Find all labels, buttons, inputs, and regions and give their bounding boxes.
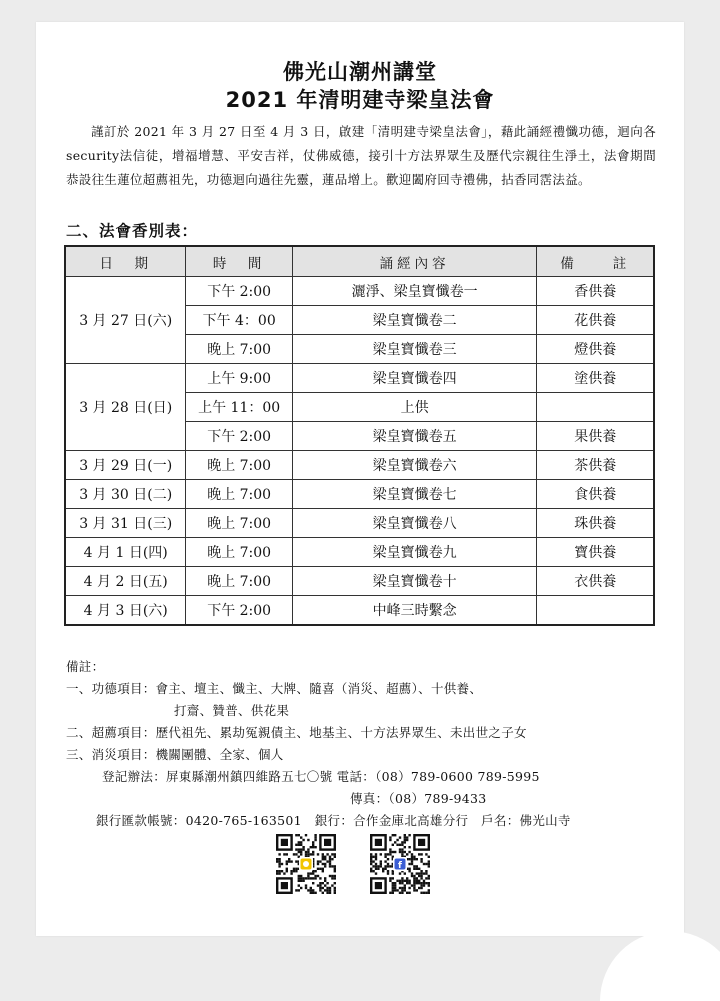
content-cell: 梁皇寶懺卷七 [292,480,537,509]
floating-action-shape [600,931,720,1001]
date-cell: 3 月 30 日(二) [65,480,186,509]
date-cell: 4 月 3 日(六) [65,596,186,626]
date-cell: 3 月 31 日(三) [65,509,186,538]
time-cell: 下午 4：00 [186,306,293,335]
time-cell: 晚上 7:00 [186,509,293,538]
note-cell: 茶供養 [537,451,654,480]
time-cell: 下午 2:00 [186,277,293,306]
content-cell: 梁皇寶懺卷四 [292,364,537,393]
content-cell: 梁皇寶懺卷五 [292,422,537,451]
header-date: 日 期 [65,246,186,277]
time-cell: 下午 2:00 [186,596,293,626]
note-cell [537,596,654,626]
time-cell: 晚上 7:00 [186,567,293,596]
table-row [65,567,654,596]
notes-line-2: 二、超薦項目：歷代祖先、累劫冤親債主、地基主、十方法界眾生、未出世之子女 [66,725,527,740]
date-cell: 4 月 2 日(五) [65,567,186,596]
note-cell: 珠供養 [537,509,654,538]
table-row [65,538,654,567]
table-row [65,364,654,393]
intro-paragraph: 謹訂於 2021 年 3 月 27 日至 4 月 3 日，啟建「清明建寺梁皇法會」，藉此誦經禮懺功德，迴向各security法信徒，增福增慧、平安吉祥，仗佛威德，接引十方法界眾生及歷代宗親往生淨土，法會期間恭設往生蓮位超薦祖先，功德迴向過往先靈，蓮品增上。歡迎闔府回寺禮佛，拈香同霑法益。 [66,124,656,187]
svg-text:f: f [398,861,402,871]
table-header-row [65,246,654,277]
notes-section [66,656,666,832]
time-cell: 晚上 7:00 [186,480,293,509]
content-cell: 上供 [292,393,537,422]
time-cell: 晚上 7:00 [186,335,293,364]
notes-heading: 備註： [66,659,105,674]
time-cell: 晚上 7:00 [186,538,293,567]
note-cell: 香供養 [537,277,654,306]
date-cell: 3 月 28 日(日) [65,364,186,451]
content-cell: 灑淨、梁皇寶懺卷一 [292,277,537,306]
content-cell: 梁皇寶懺卷十 [292,567,537,596]
content-cell: 梁皇寶懺卷九 [292,538,537,567]
note-cell: 燈供養 [537,335,654,364]
note-cell: 塗供養 [537,364,654,393]
schedule-table [64,245,655,626]
section-heading: 二、法會香別表： [66,222,199,240]
schedule-body [65,277,654,626]
notes-line-3: 三、消災項目：機關團體、全家、個人 [66,747,284,762]
header-note: 備 註 [537,246,654,277]
qr-code-icon[interactable] [370,834,430,894]
notes-line-1: 一、功德項目：會主、壇主、懺主、大牌、隨喜（消災、超薦）、十供養、 [66,681,483,696]
content-cell: 中峰三時繫念 [292,596,537,626]
date-cell: 3 月 27 日(六) [65,277,186,364]
date-cell: 3 月 29 日(一) [65,451,186,480]
content-cell: 梁皇寶懺卷八 [292,509,537,538]
content-cell: 梁皇寶懺卷三 [292,335,537,364]
qr-code-icon[interactable] [276,834,336,894]
table-row [65,509,654,538]
note-cell: 衣供養 [537,567,654,596]
notes-line-1b: 打齋、贊普、供花果 [174,703,290,718]
note-cell: 食供養 [537,480,654,509]
table-row [65,451,654,480]
note-cell [537,393,654,422]
header-content: 誦經內容 [292,246,537,277]
time-cell: 上午 11：00 [186,393,293,422]
note-cell: 寶供養 [537,538,654,567]
table-row [65,480,654,509]
date-cell: 4 月 1 日(四) [65,538,186,567]
time-cell: 上午 9:00 [186,364,293,393]
document-page [36,22,684,936]
time-cell: 下午 2:00 [186,422,293,451]
document-subtitle: 2021 年清明建寺梁皇法會 [225,88,495,112]
time-cell: 晚上 7:00 [186,451,293,480]
document-title: 佛光山潮州講堂 [283,60,437,84]
table-row [65,277,654,306]
bank-info: 銀行匯款帳號：0420-765-163501 銀行：合作金庫北高雄分行 戶名：佛光山寺 [96,813,571,828]
note-cell: 果供養 [537,422,654,451]
header-time: 時 間 [186,246,293,277]
content-cell: 梁皇寶懺卷二 [292,306,537,335]
content-cell: 梁皇寶懺卷六 [292,451,537,480]
table-row [65,596,654,626]
note-cell: 花供養 [537,306,654,335]
registration-info: 登記辦法：屏東縣潮州鎮四維路五七〇號 電話：（08）789-0600 789-5995 [102,769,540,784]
fax-info: 傳真：（08）789-9433 [350,791,487,806]
